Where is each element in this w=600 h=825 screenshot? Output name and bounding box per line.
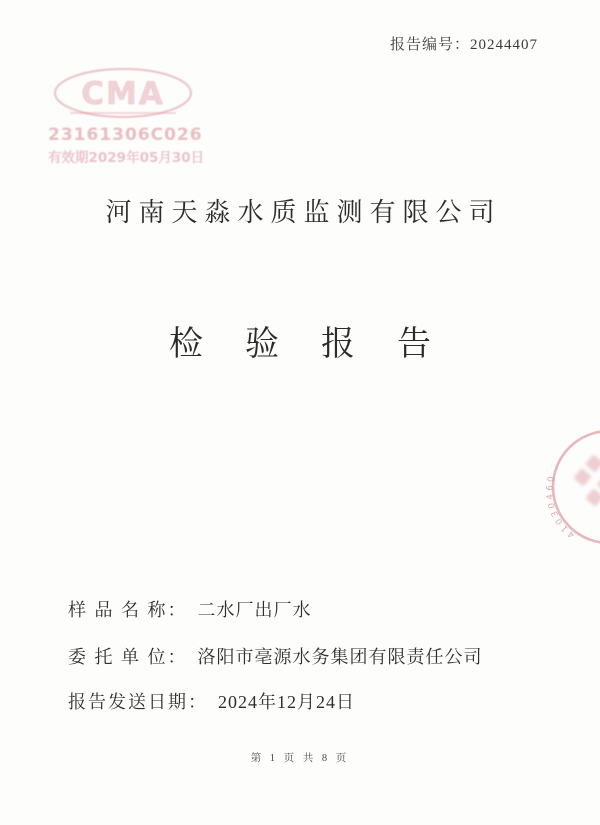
cma-cert-number: 23161306C026 bbox=[48, 125, 203, 145]
field-sample-name bbox=[68, 596, 312, 622]
report-title-row bbox=[0, 316, 600, 365]
report-number bbox=[390, 33, 538, 54]
cma-certification-stamp bbox=[48, 66, 205, 166]
seal-arc-digits: 41030460 bbox=[545, 472, 577, 540]
report-title: 检验报告 bbox=[169, 326, 473, 363]
field-client-unit bbox=[68, 643, 483, 669]
sample-name-label: 样 品 名 称： bbox=[68, 600, 188, 620]
page-footer bbox=[0, 750, 600, 765]
cma-validity-date: 有效期2029年05月30日 bbox=[48, 150, 205, 166]
report-number-value: 20244407 bbox=[470, 37, 539, 53]
svg-text:CMA: CMA bbox=[81, 76, 165, 112]
partial-round-seal bbox=[541, 424, 600, 554]
sample-name-value: 二水厂出厂水 bbox=[197, 600, 312, 620]
company-name-row bbox=[0, 192, 600, 229]
send-date-value: 2024年12月24日 bbox=[218, 692, 355, 712]
client-unit-value: 洛阳市亳源水务集团有限责任公司 bbox=[197, 647, 483, 667]
company-name: 河南天淼水质监测有限公司 bbox=[105, 198, 502, 227]
report-number-label: 报告编号： bbox=[390, 37, 471, 53]
round-seal-icon bbox=[541, 424, 600, 554]
svg-text:41030460 bbox=[545, 473, 577, 540]
field-send-date bbox=[68, 688, 355, 714]
client-unit-label: 委 托 单 位： bbox=[68, 647, 188, 667]
send-date-label: 报告发送日期： bbox=[68, 692, 208, 712]
page-indicator: 第 1 页 共 8 页 bbox=[250, 753, 350, 764]
cma-logo-icon bbox=[48, 66, 198, 122]
